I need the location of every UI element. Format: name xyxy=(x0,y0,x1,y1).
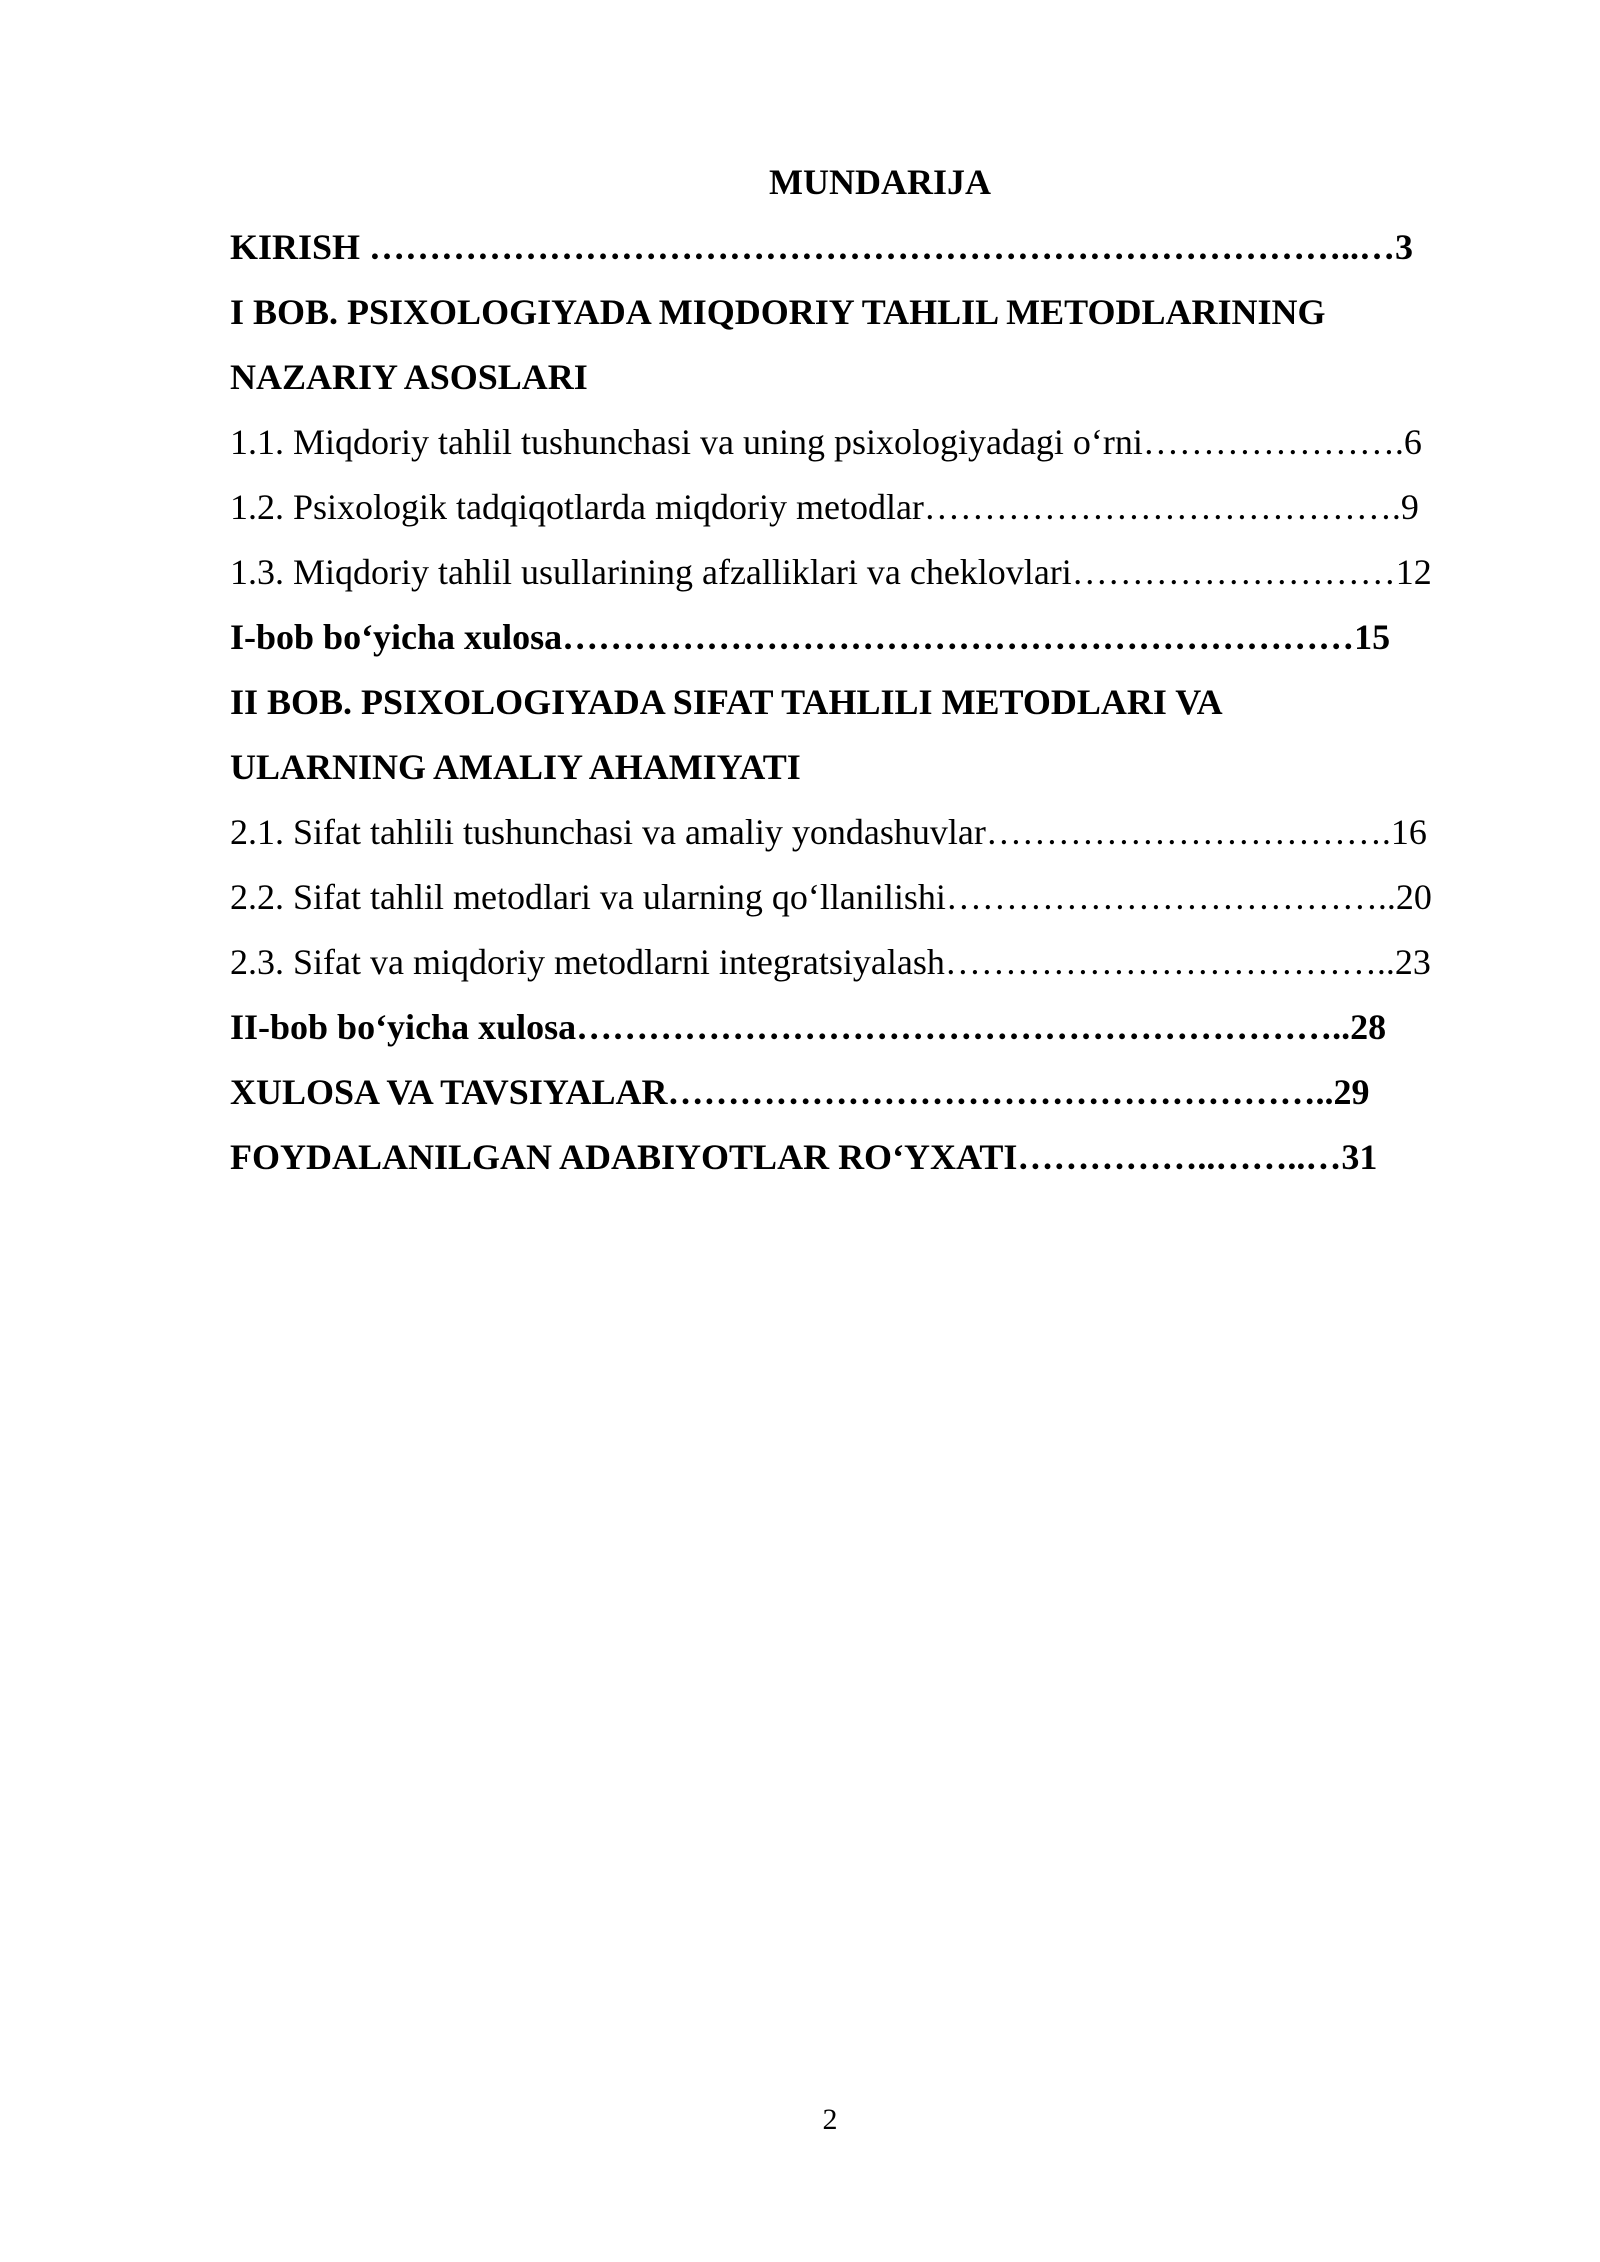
toc-entry-kirish: KIRISH ………………………………………………………………………..…3 xyxy=(230,227,1414,267)
toc-entry-1-2: 1.2. Psixologik tadqiqotlarda miqdoriy metodlar………………………………….9 xyxy=(230,487,1419,527)
page-number: 2 xyxy=(822,2103,838,2136)
toc-chapter-1-heading-line-1: I BOB. PSIXOLOGIYADA MIQDORIY TAHLIL METODLARINING xyxy=(230,292,1326,332)
toc-chapter-2-heading-line-1: II BOB. PSIXOLOGIYADA SIFAT TAHLILI METODLARI VA xyxy=(230,682,1223,722)
toc-entry-conclusions: XULOSA VA TAVSIYALAR………………………………………………..29 xyxy=(230,1072,1370,1112)
toc-entry-2-3: 2.3. Sifat va miqdoriy metodlarni integratsiyalash………………………………..23 xyxy=(230,942,1431,982)
toc-entry-2-2: 2.2. Sifat tahlil metodlari va ularning qo‘llanilishi………………………………..20 xyxy=(230,877,1432,917)
toc-entry-2-1: 2.1. Sifat tahlili tushunchasi va amaliy yondashuvlar…………………………….16 xyxy=(230,812,1427,852)
toc-entry-chapter-1-conclusion: I-bob bo‘yicha xulosa…………………………………………………………15 xyxy=(230,617,1391,657)
toc-entry-chapter-2-conclusion: II-bob bo‘yicha xulosa………………………………………………………..28 xyxy=(230,1007,1387,1047)
table-of-contents xyxy=(230,150,1490,1190)
toc-entry-1-3: 1.3. Miqdoriy tahlil usullarining afzalliklari va cheklovlari………………………12 xyxy=(230,552,1432,592)
toc-entry-1-1: 1.1. Miqdoriy tahlil tushunchasi va uning psixologiyadagi o‘rni………………….6 xyxy=(230,422,1422,462)
page-title: MUNDARIJA xyxy=(769,162,991,202)
toc-chapter-2-heading-line-2: ULARNING AMALIY AHAMIYATI xyxy=(230,747,801,787)
toc-entry-references: FOYDALANILGAN ADABIYOTLAR RO‘YXATI……………..……..…31 xyxy=(230,1137,1378,1177)
toc-chapter-1-heading-line-2: NAZARIY ASOSLARI xyxy=(230,357,588,397)
